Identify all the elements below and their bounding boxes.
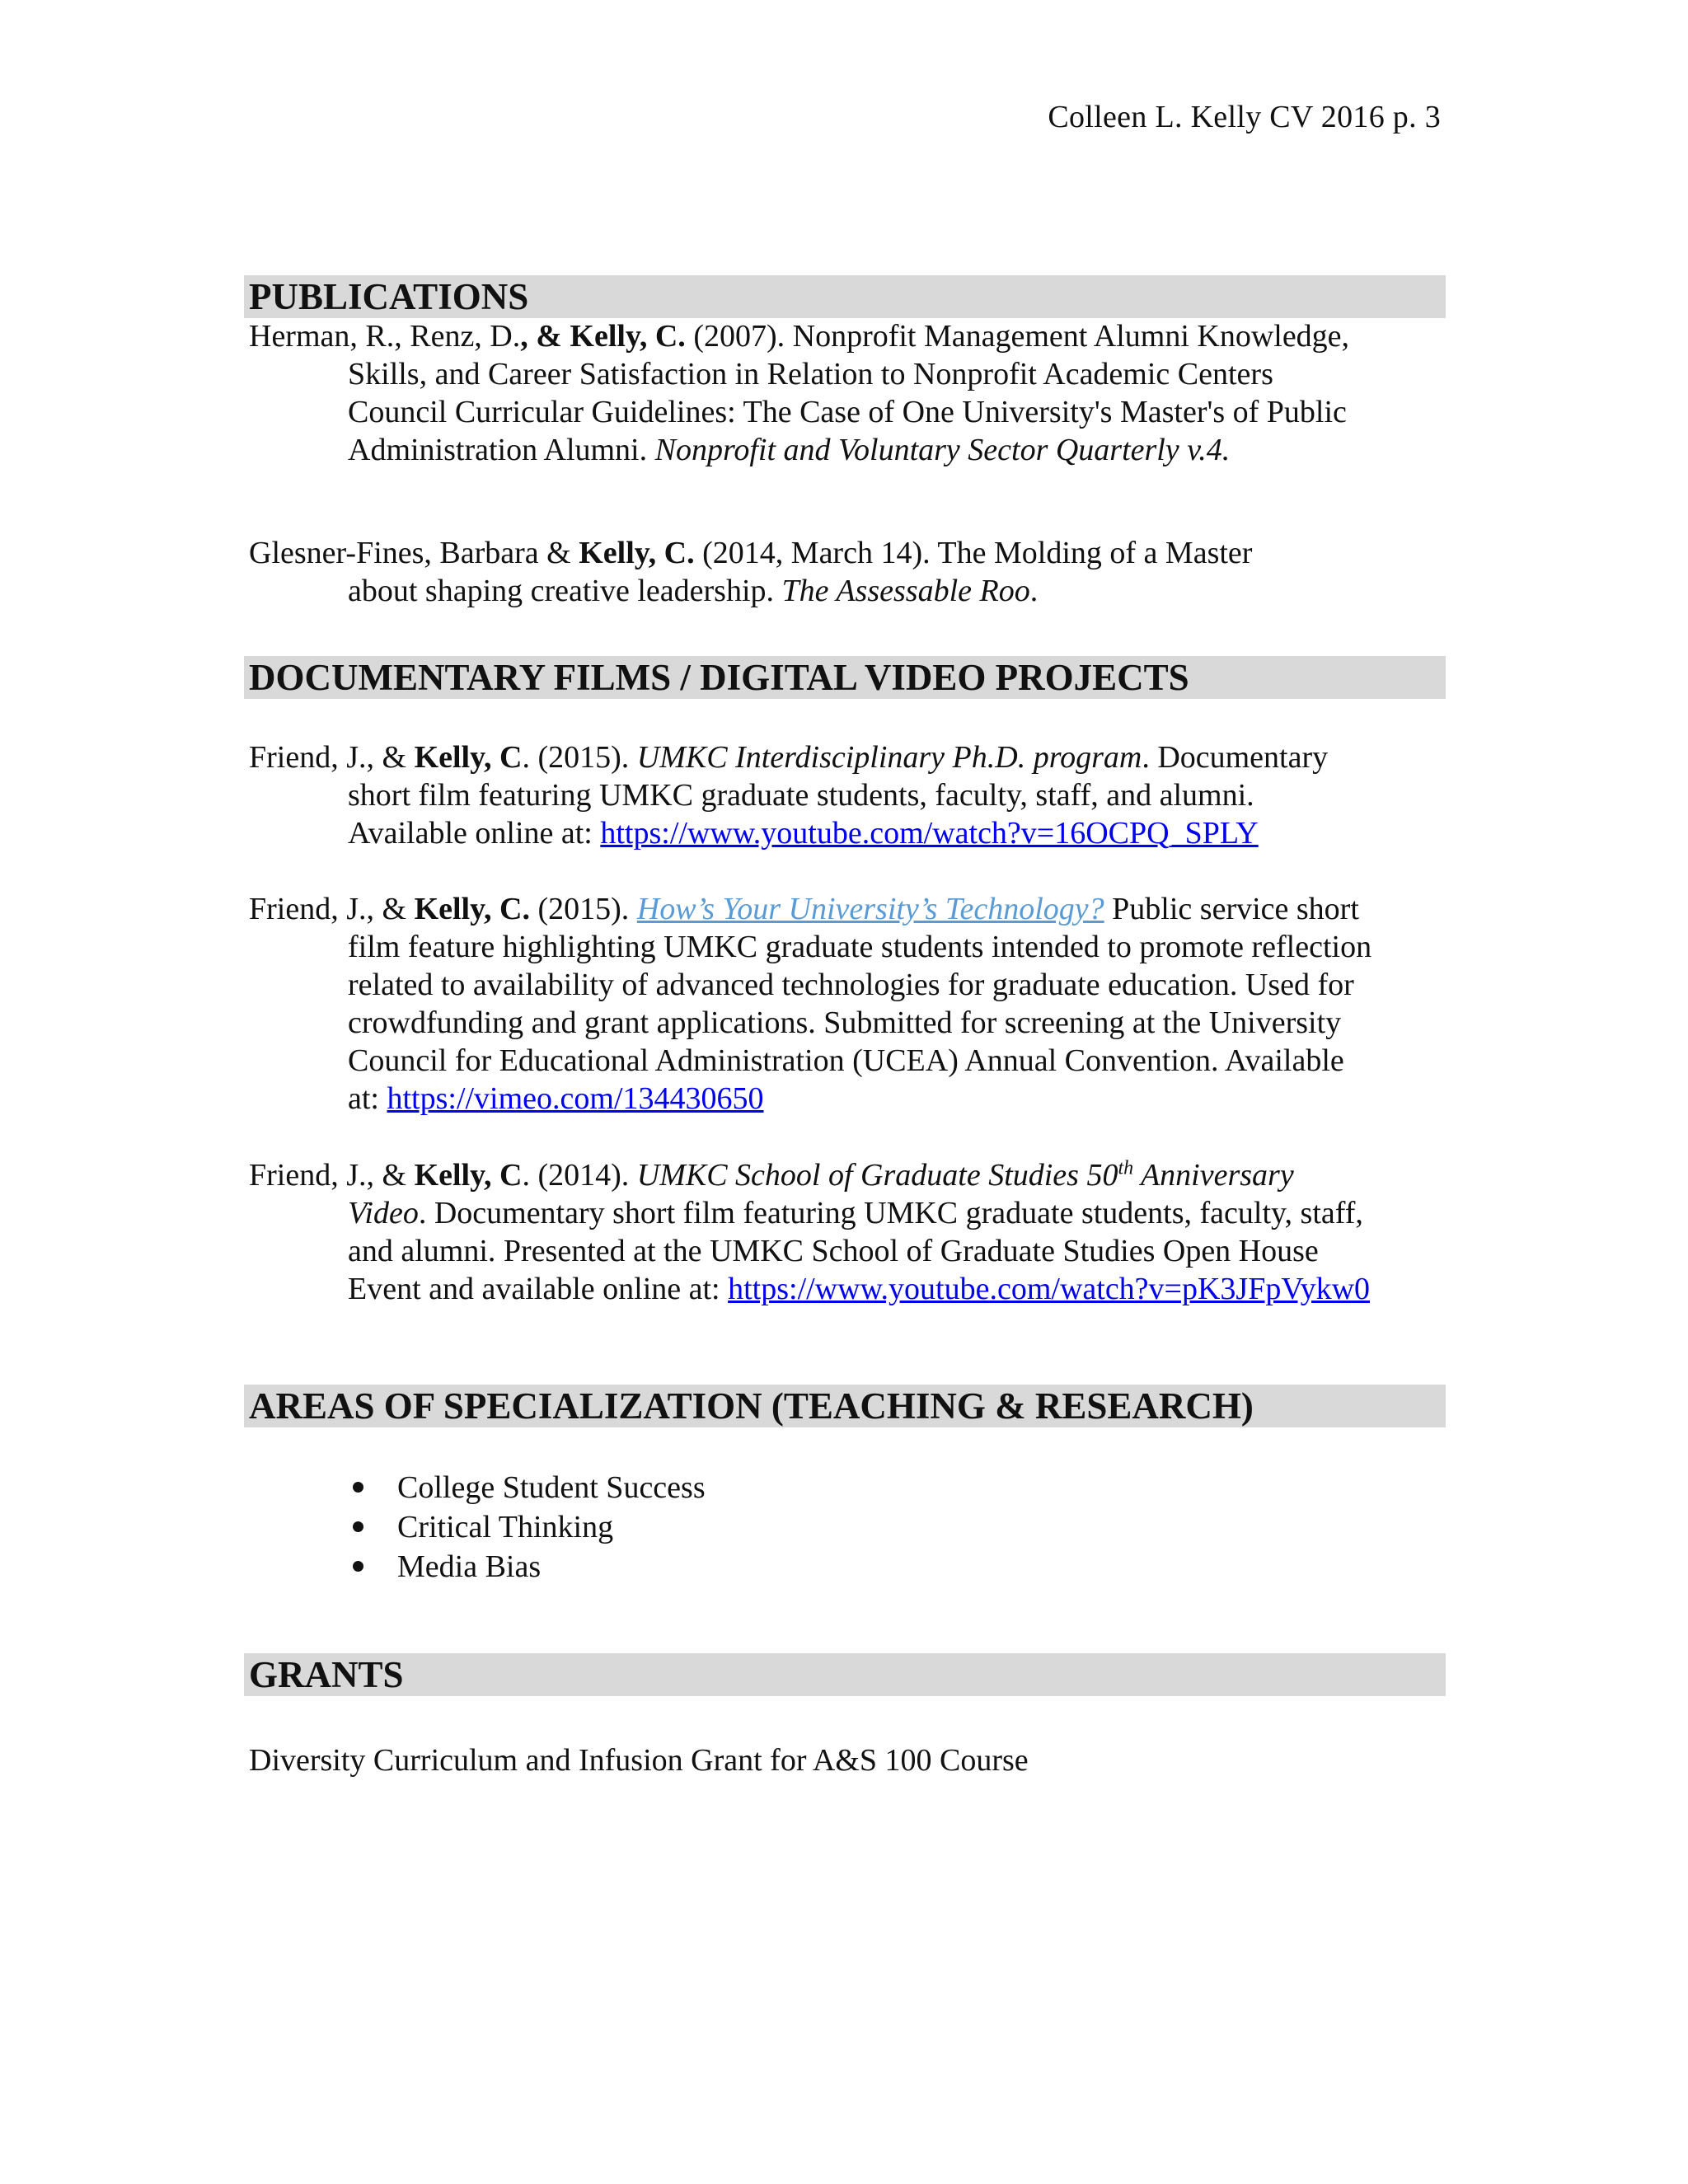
youtube-link-phd-program[interactable]: https://www.youtube.com/watch?v=16OCPQ_SPLY [600,816,1259,851]
list-item: College Student Success [349,1468,706,1507]
vimeo-link[interactable]: https://vimeo.com/134430650 [387,1081,764,1116]
film-entry-3: Friend, J., & Kelly, C. (2014). UMKC School of Graduate Studies 50th Anniversary Video. Documentary short film featuring UMKC graduate students, faculty, staff, and alumni. Presented at the UMKC School of Graduate Studies Open House Event and available online at: https://www.youtube.com/watch?v=pK3JFpVykw0 [249,1157,1371,1306]
section-bar-grants [244,1653,1446,1696]
running-head: Colleen L. Kelly CV 2016 p. 3 [1048,100,1441,134]
bullet-icon [353,1521,363,1532]
bullet-icon [353,1561,363,1572]
film-entry-2: Friend, J., & Kelly, C. (2015). How’s Your University’s Technology? Public service short film feature highlighting UMKC graduate students intended to promote reflection related to availability of advanced technologies for graduate education. Used for crowdfunding and grant applications. Submitted for screening at the University Council for Educational Administration (UCEA) Annual Convention. Available at: https://vimeo.com/134430650 [249,892,1372,1116]
section-title-grants: GRANTS [249,1654,404,1695]
publication-entry-2: Glesner-Fines, Barbara & Kelly, C. (2014, March 14). The Molding of a Master about shaping creative leadership. The Assessable Roo. [249,536,1253,608]
specialization-list [349,1468,706,1586]
bullet-icon [353,1482,363,1493]
film-title-link[interactable]: How’s Your University’s Technology? [636,892,1104,926]
section-title-publications: PUBLICATIONS [249,276,529,317]
list-item: Media Bias [349,1547,706,1586]
film-entry-1: Friend, J., & Kelly, C. (2015). UMKC Interdisciplinary Ph.D. program. Documentary short film featuring UMKC graduate students, faculty, staff, and alumni. Available online at: https://www.youtube.com/watch?v=16OCPQ_SPLY [249,740,1329,851]
grant-entry: Diversity Curriculum and Infusion Grant for A&S 100 Course [249,1743,1029,1778]
list-item: Critical Thinking [349,1507,706,1547]
youtube-link-anniversary[interactable]: https://www.youtube.com/watch?v=pK3JFpVykw0 [728,1272,1371,1306]
section-title-films: DOCUMENTARY FILMS / DIGITAL VIDEO PROJECTS [249,657,1189,698]
publication-entry-1: Herman, R., Renz, D., & Kelly, C. (2007). Nonprofit Management Alumni Knowledge, Skills, and Career Satisfaction in Relation to Nonprofit Academic Centers Council Curricular Guidelines: The Case of One University's Master's of Public Administration Alumni. Nonprofit and Voluntary Sector Quarterly v.4. [249,319,1350,467]
section-title-specialization: AREAS OF SPECIALIZATION (TEACHING & RESEARCH) [249,1385,1254,1427]
